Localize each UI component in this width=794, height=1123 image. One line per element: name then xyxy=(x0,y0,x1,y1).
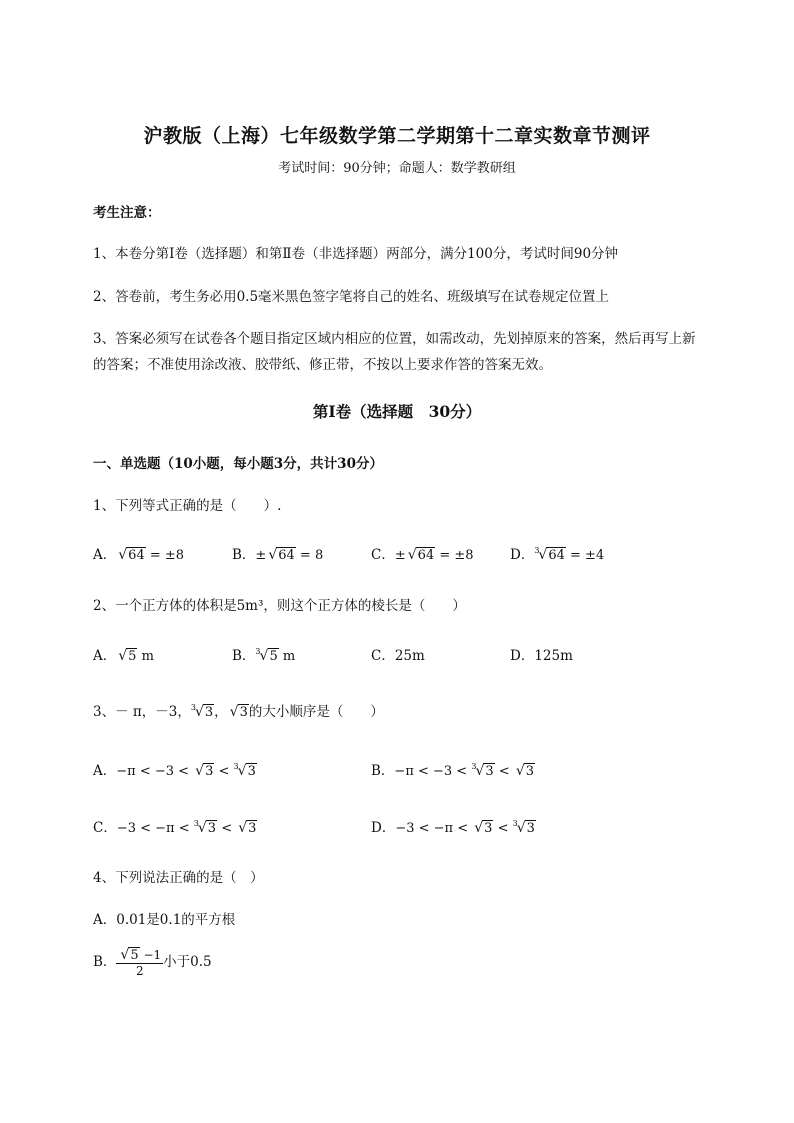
radicand: 3 xyxy=(484,821,493,836)
radical xyxy=(474,820,493,836)
option-label: B． xyxy=(232,648,256,664)
notice-item-3-cont: 的答案；不准使用涂改液、胶带纸、修正带，不按以上要求作答的答案无效。 xyxy=(93,357,552,373)
radical-sign: √ xyxy=(237,763,247,779)
radicand: 64 xyxy=(128,548,145,563)
notice-item-3: 3、答案必须写在试卷各个题目指定区域内相应的位置，如需改动，先划掉原来的答案，然后再写上新 xyxy=(93,331,696,347)
option-label: D． xyxy=(510,547,535,563)
radicand: 3 xyxy=(239,705,248,720)
question-1-stem: 1、下列等式正确的是（ ）. xyxy=(93,498,282,514)
option-rest: = ±8 xyxy=(145,548,185,563)
radicand: 64 xyxy=(548,548,565,563)
radical-sign: √ xyxy=(195,763,205,779)
question-4-stem: 4、下列说法正确的是（ ） xyxy=(93,870,264,886)
exam-info: 考试时间：90分钟；命题人：数学教研组 xyxy=(278,161,516,176)
stem-separator: ， xyxy=(214,704,228,720)
radical xyxy=(475,763,494,779)
less-than: < xyxy=(217,821,237,836)
option-prefix: ± xyxy=(394,548,406,563)
question-1-option-c[interactable] xyxy=(371,543,474,563)
question-2-option-a[interactable] xyxy=(93,644,154,664)
radical xyxy=(238,820,257,836)
question-3-option-b[interactable] xyxy=(371,759,535,779)
radical-sign: √ xyxy=(118,547,128,563)
option-text: −π < −3 < xyxy=(116,764,194,779)
option-text: −3 < −π < xyxy=(116,821,194,836)
root-index: 3 xyxy=(255,647,261,656)
option-label: B． xyxy=(93,954,117,970)
option-rest: m xyxy=(278,649,296,664)
root-index: 3 xyxy=(534,546,540,555)
option-text: −π < −3 < xyxy=(394,764,472,779)
radical-sign: √ xyxy=(474,820,484,836)
notice-item-2: 2、答卷前，考生务必用0.5毫米黑色签字笔将自己的姓名、班级填写在试卷规定位置上 xyxy=(93,289,610,305)
root-index: 3 xyxy=(233,762,239,771)
radical-sign: √ xyxy=(538,547,548,563)
question-4-option-a[interactable]: A．0.01是0.1的平方根 xyxy=(93,912,236,928)
radical xyxy=(268,547,295,563)
less-than: < xyxy=(494,764,514,779)
option-text: 125m xyxy=(534,648,573,664)
numerator-rest: −1 xyxy=(139,948,162,962)
option-label: A． xyxy=(93,763,117,779)
less-than: < xyxy=(493,821,513,836)
option-label: C． xyxy=(371,648,395,664)
option-rest: = 8 xyxy=(295,548,324,563)
question-2-option-b[interactable] xyxy=(232,644,295,664)
radicand: 3 xyxy=(204,705,214,720)
option-label: B． xyxy=(371,763,395,779)
radical-sign: √ xyxy=(197,820,207,836)
question-3-option-d[interactable] xyxy=(371,816,536,836)
question-3-option-a[interactable] xyxy=(93,759,257,779)
option-prefix: ± xyxy=(255,548,267,563)
radicand: 3 xyxy=(248,821,257,836)
page-title: 沪教版（上海）七年级数学第二学期第十二章实数章节测评 xyxy=(143,125,651,147)
question-1-option-a[interactable] xyxy=(93,543,184,563)
stem-text: 的大小顺序是（ ） xyxy=(248,704,384,720)
option-label: C． xyxy=(93,820,117,836)
option-rest: = ±8 xyxy=(435,548,474,563)
option-text: 小于0.5 xyxy=(163,954,212,970)
option-text: 25m xyxy=(394,648,425,664)
radicand: 64 xyxy=(417,548,435,563)
numerator xyxy=(116,947,163,964)
radicand: 5 xyxy=(269,649,278,664)
radical-sign: √ xyxy=(516,820,526,836)
question-1-option-d[interactable] xyxy=(510,543,604,563)
radicand: 3 xyxy=(205,764,214,779)
option-label: A． xyxy=(93,547,117,563)
question-3-stem xyxy=(93,700,384,720)
option-label: A． xyxy=(93,648,117,664)
radical-sign: √ xyxy=(259,648,269,664)
radicand: 3 xyxy=(247,764,256,779)
radical xyxy=(538,547,565,563)
radical-sign: √ xyxy=(475,763,485,779)
radicand: 3 xyxy=(526,821,535,836)
question-3-option-c[interactable] xyxy=(93,816,257,836)
radicand: 5 xyxy=(128,649,137,664)
radical xyxy=(120,947,139,963)
root-index: 3 xyxy=(471,762,477,771)
radicand: 3 xyxy=(525,764,535,779)
root-index: 3 xyxy=(512,819,518,828)
denominator: 2 xyxy=(135,964,144,978)
option-label: D． xyxy=(371,820,396,836)
question-1-option-b[interactable] xyxy=(232,543,323,563)
radical-sign: √ xyxy=(120,947,130,963)
notice-item-1: 1、本卷分第I卷（选择题）和第Ⅱ卷（非选择题）两部分，满分100分，考试时间90分钟 xyxy=(93,246,619,262)
radical xyxy=(229,704,249,720)
option-label: D． xyxy=(510,648,535,664)
radical-sign: √ xyxy=(238,820,248,836)
option-rest: m xyxy=(137,649,154,664)
question-4-option-b[interactable] xyxy=(93,947,212,978)
radical xyxy=(118,547,145,563)
question-2-option-c[interactable] xyxy=(371,644,425,664)
radical xyxy=(259,648,279,664)
radical-sign: √ xyxy=(268,547,278,563)
radical xyxy=(195,763,214,779)
radical xyxy=(194,704,214,720)
radical xyxy=(516,820,536,836)
section-title: 第I卷（选择题 30分） xyxy=(312,402,482,421)
option-text: −3 < −π < xyxy=(395,821,473,836)
stem-text: 3、－ π，－3， xyxy=(93,704,191,720)
radical xyxy=(118,648,137,664)
radicand: 3 xyxy=(207,821,217,836)
option-label: B． xyxy=(232,547,256,563)
radicand: 3 xyxy=(485,764,494,779)
question-2-option-d[interactable] xyxy=(510,644,573,664)
option-label: C． xyxy=(371,547,395,563)
radical xyxy=(515,763,535,779)
part-title: 一、单选题（10小题，每小题3分，共计30分） xyxy=(93,456,383,472)
radicand: 64 xyxy=(278,548,295,563)
notice-heading: 考生注意： xyxy=(93,205,161,221)
option-rest: = ±4 xyxy=(565,548,605,563)
question-2-stem: 2、一个正方体的体积是5m³，则这个正方体的棱长是（ ） xyxy=(93,598,466,614)
fraction xyxy=(116,947,163,978)
radical-sign: √ xyxy=(229,704,239,720)
radical-sign: √ xyxy=(194,704,204,720)
radical-sign: √ xyxy=(515,763,525,779)
root-index: 3 xyxy=(193,819,199,828)
radical-sign: √ xyxy=(407,547,417,563)
radical-sign: √ xyxy=(118,648,128,664)
radical xyxy=(197,820,217,836)
root-index: 3 xyxy=(190,703,196,712)
less-than: < xyxy=(214,764,234,779)
radical xyxy=(237,763,257,779)
radicand: 5 xyxy=(130,948,139,963)
radical xyxy=(407,547,435,563)
